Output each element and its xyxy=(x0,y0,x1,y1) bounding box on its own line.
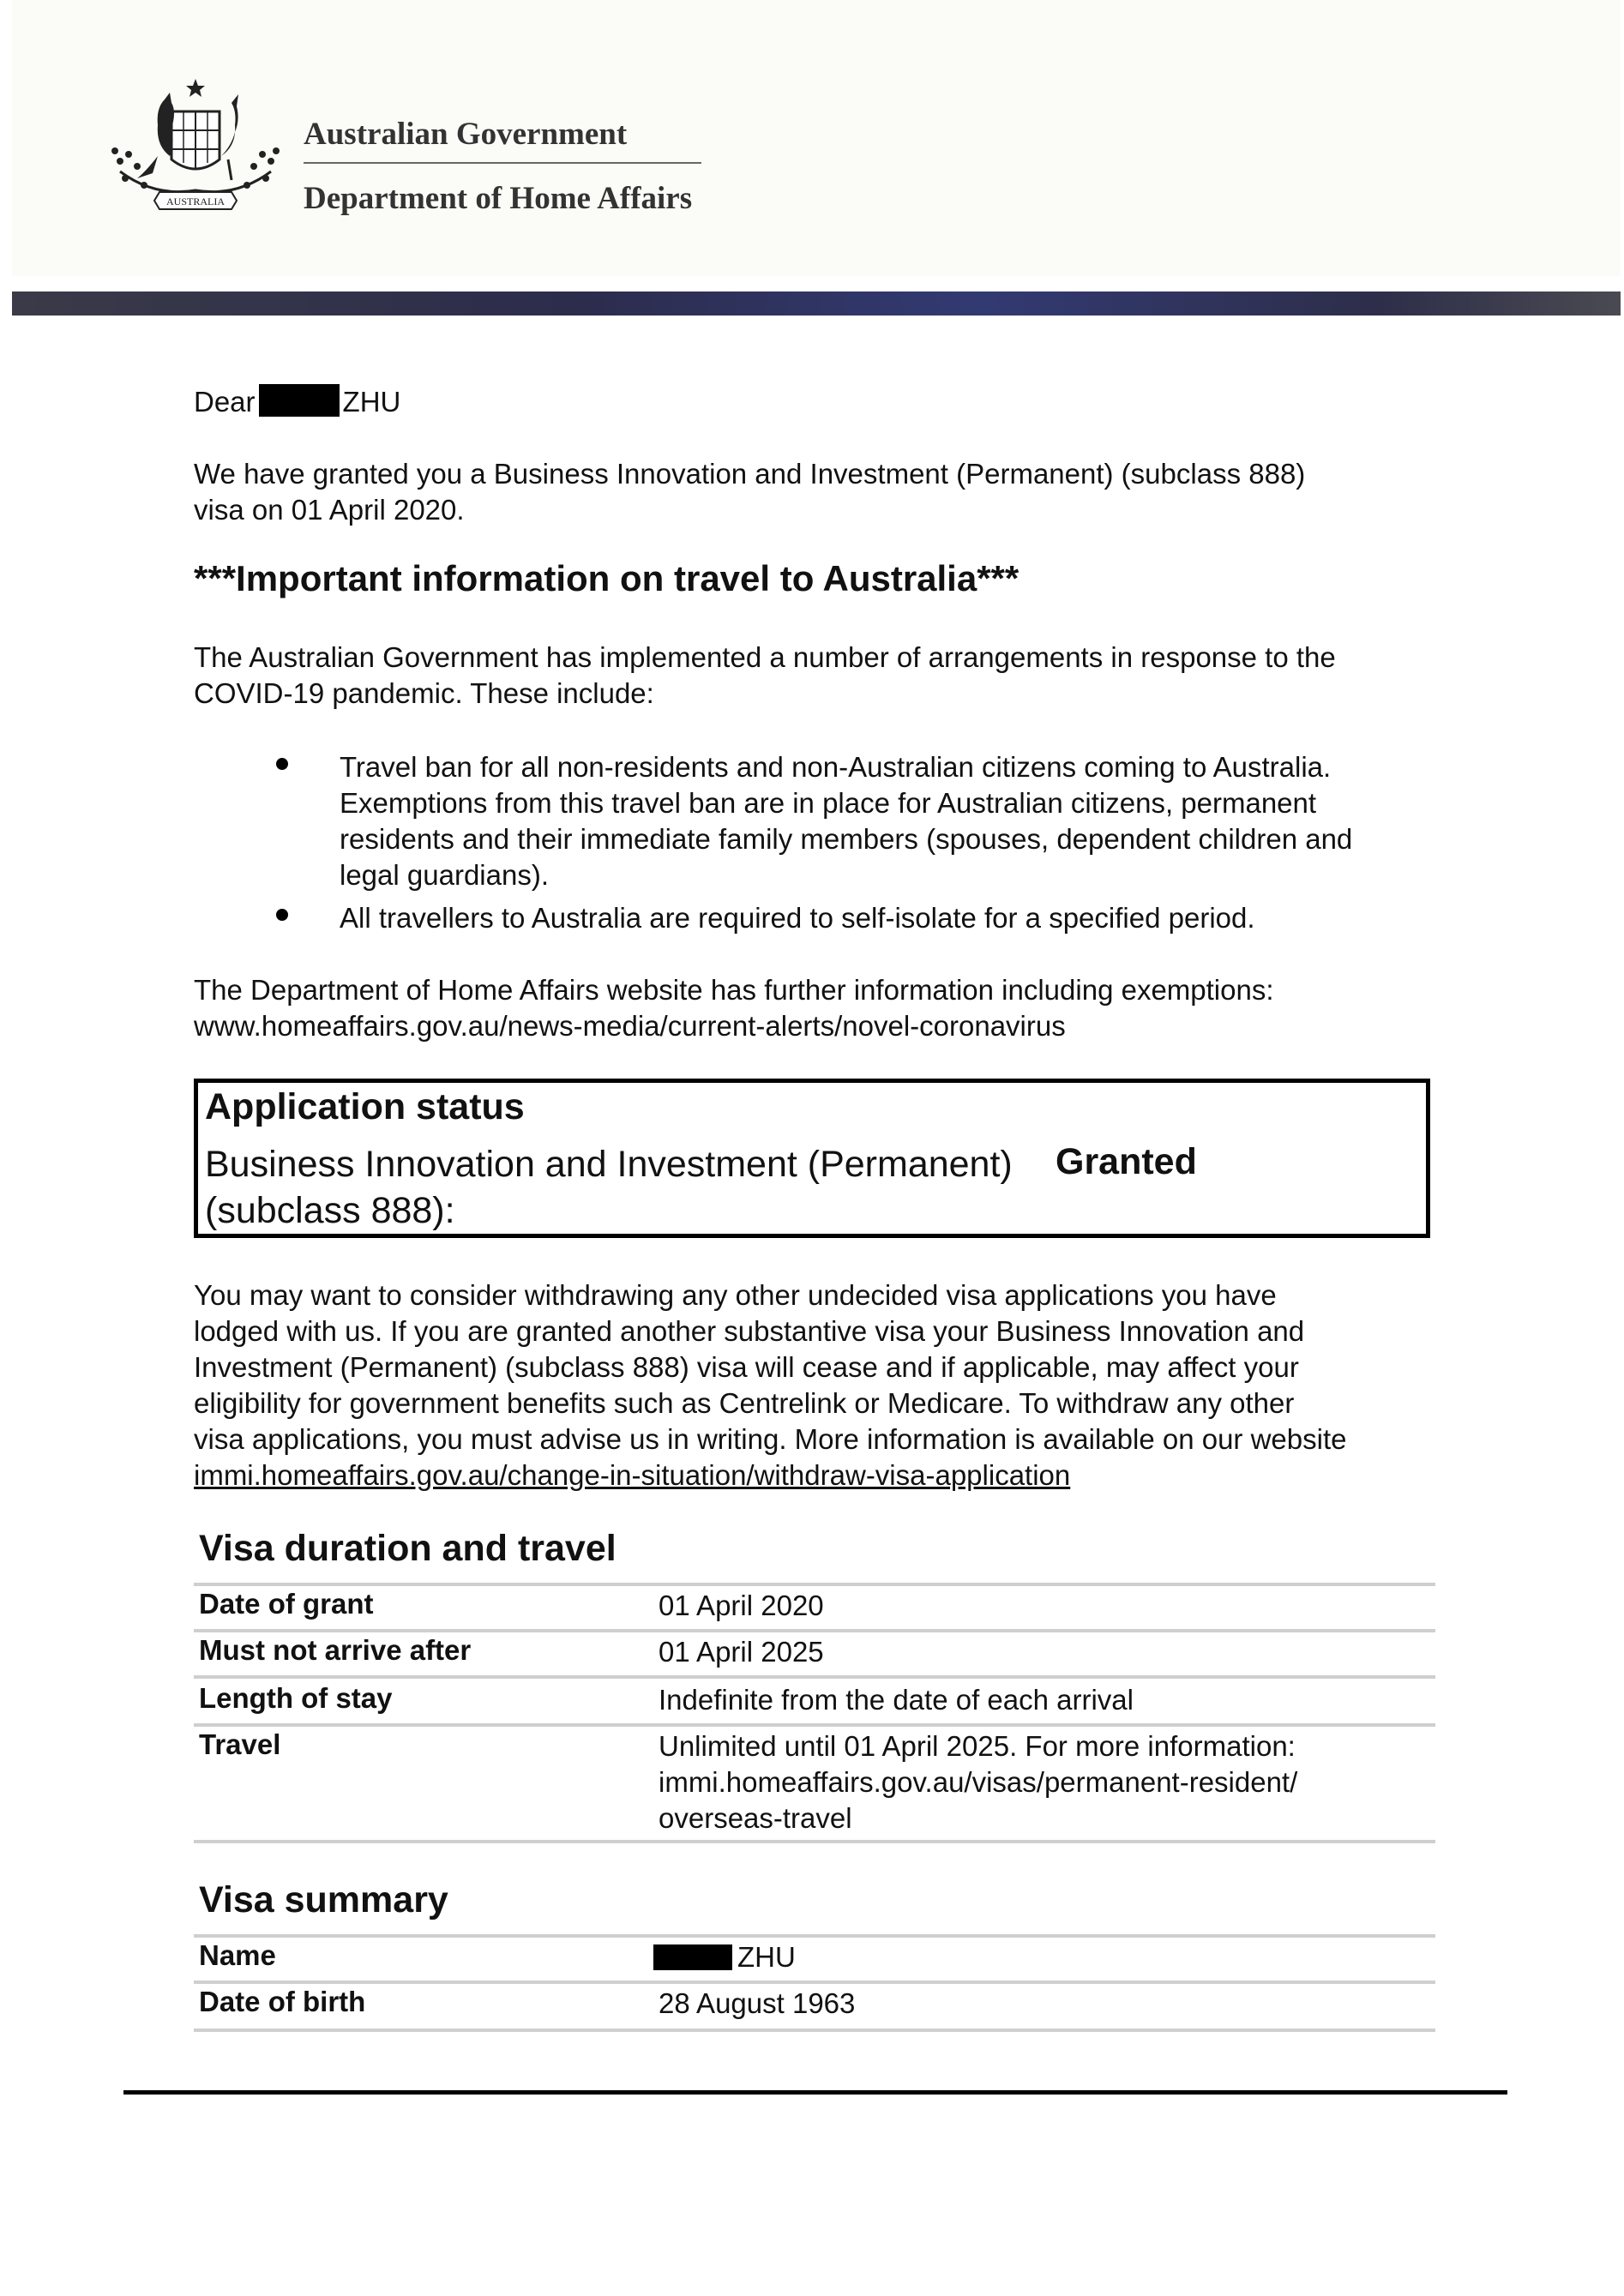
withdraw-link[interactable]: immi.homeaffairs.gov.au/change-in-situation/withdraw-visa-application xyxy=(194,1459,1071,1491)
bullet-icon xyxy=(276,758,288,770)
salutation-word: Dear xyxy=(194,386,256,418)
table-value-line: immi.homeaffairs.gov.au/visas/permanent-resident/ xyxy=(659,1766,1298,1798)
bullet-icon xyxy=(276,909,288,921)
svg-text:AUSTRALIA: AUSTRALIA xyxy=(166,195,225,207)
table-row-label: Date of birth xyxy=(199,1986,366,2017)
table-row-label: Travel xyxy=(199,1728,281,1760)
table-divider xyxy=(194,1723,1435,1727)
table-divider xyxy=(194,1675,1435,1679)
header-band xyxy=(12,292,1621,316)
covid-line: The Australian Government has implemented a number of arrangements in response to the xyxy=(194,641,1336,673)
intro-line: visa on 01 April 2020. xyxy=(194,494,465,526)
bullet-item xyxy=(340,749,1352,893)
recipient-surname: ZHU xyxy=(342,386,401,418)
table-divider xyxy=(194,1629,1435,1632)
table-row-value xyxy=(653,1939,796,1975)
table-row-value: 28 August 1963 xyxy=(659,1987,856,2019)
redaction-box xyxy=(259,384,340,417)
withdraw-line: eligibility for government benefits such as Centrelink or Medicare. To withdraw any other xyxy=(194,1387,1295,1419)
withdraw-line: lodged with us. If you are granted another substantive visa your Business Innovation and xyxy=(194,1315,1305,1347)
salutation xyxy=(194,384,400,420)
intro-line: We have granted you a Business Innovation and Investment (Permanent) (subclass 888) xyxy=(194,458,1306,490)
table-divider xyxy=(194,1583,1435,1586)
table-divider xyxy=(194,1980,1435,1984)
bullet-line: residents and their immediate family members (spouses, dependent children and xyxy=(340,823,1353,855)
organisation-name: Australian Government xyxy=(304,117,628,152)
withdraw-paragraph xyxy=(194,1277,1346,1494)
summary-title: Visa summary xyxy=(199,1879,448,1920)
header-divider xyxy=(304,162,701,164)
bullet-line: legal guardians). xyxy=(340,859,549,891)
website-link[interactable]: www.homeaffairs.gov.au/news-media/current-alerts/novel-coronavirus xyxy=(194,1010,1066,1042)
table-divider xyxy=(194,1840,1435,1843)
website-line: The Department of Home Affairs website has further information including exemptions: xyxy=(194,974,1274,1006)
table-row-value: 01 April 2020 xyxy=(659,1590,824,1621)
table-row-label: Length of stay xyxy=(199,1682,393,1714)
status-visa-line: Business Innovation and Investment (Permanent) xyxy=(205,1144,1013,1185)
bullet-line: Exemptions from this travel ban are in place for Australian citizens, permanent xyxy=(340,787,1317,819)
coat-of-arms-icon xyxy=(103,77,288,219)
department-name: Department of Home Affairs xyxy=(304,181,693,216)
table-row-value: Indefinite from the date of each arrival xyxy=(659,1684,1134,1716)
bullet-line: Travel ban for all non-residents and non-Australian citizens coming to Australia. xyxy=(340,751,1332,783)
table-value-line: Unlimited until 01 April 2025. For more information: xyxy=(659,1730,1296,1762)
table-divider xyxy=(194,2029,1435,2032)
table-value-line: overseas-travel xyxy=(659,1802,852,1834)
covid-line: COVID-19 pandemic. These include: xyxy=(194,677,654,709)
intro-paragraph xyxy=(194,456,1305,528)
table-row-label: Date of grant xyxy=(199,1588,374,1620)
bullet-line: All travellers to Australia are required to self-isolate for a specified period. xyxy=(340,902,1255,934)
table-row-label: Name xyxy=(199,1939,276,1971)
table-row-value xyxy=(659,1728,1297,1836)
table-divider xyxy=(194,1934,1435,1938)
status-value: Granted xyxy=(1056,1141,1197,1182)
redaction-box xyxy=(653,1944,732,1970)
website-paragraph xyxy=(194,972,1274,1044)
footer-divider xyxy=(123,2090,1507,2095)
covid-paragraph xyxy=(194,640,1336,712)
status-title: Application status xyxy=(205,1086,525,1127)
application-status-box xyxy=(194,1079,1430,1238)
status-visa-name xyxy=(205,1141,1013,1234)
important-heading: ***Important information on travel to Australia*** xyxy=(194,558,1020,598)
summary-surname: ZHU xyxy=(737,1941,796,1973)
withdraw-line: visa applications, you must advise us in writing. More information is available on our website xyxy=(194,1423,1347,1455)
duration-title: Visa duration and travel xyxy=(199,1528,617,1569)
withdraw-line: You may want to consider withdrawing any other undecided visa applications you have xyxy=(194,1279,1277,1311)
status-visa-line: (subclass 888): xyxy=(205,1190,455,1231)
withdraw-line: Investment (Permanent) (subclass 888) visa will cease and if applicable, may affect your xyxy=(194,1351,1299,1383)
table-row-value: 01 April 2025 xyxy=(659,1636,824,1668)
table-row-label: Must not arrive after xyxy=(199,1634,472,1666)
bullet-item xyxy=(340,900,1255,936)
